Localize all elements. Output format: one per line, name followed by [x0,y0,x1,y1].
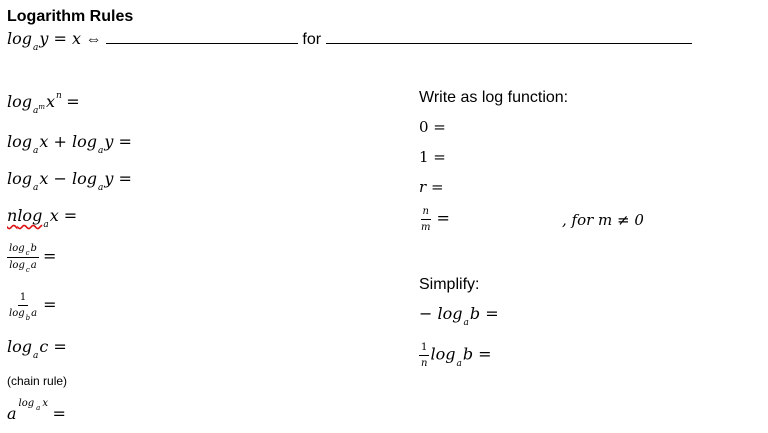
den-log: log [9,260,25,271]
rule-text: log [7,132,32,151]
rule-power [7,91,80,116]
exp-x: x [42,398,48,409]
den-base: b [25,314,31,322]
answer-blank-2[interactable] [326,31,692,44]
rule-base: a [33,183,39,193]
rule-product [7,132,132,156]
fraction-numerator: 1 [18,292,28,306]
exp-base: a [36,404,41,412]
simplify-2 [419,342,492,369]
rule-text: x = [49,206,78,225]
rule-text: y = [104,132,132,151]
rule-text: log [7,337,32,356]
fraction-denominator: n [421,358,428,369]
rule-text: b = [462,344,492,364]
fraction [419,342,429,369]
rule-eq: = [43,295,57,315]
rule-eq: = [52,404,66,423]
rule-log: log [17,206,43,225]
rule-text: log [7,92,32,111]
definition-log: log [7,29,32,48]
rule-text: y = [104,169,132,188]
den-base: c [25,266,30,274]
rule-n-log [7,206,42,225]
value-r: r = [419,178,444,196]
rule-change-of-base [7,243,56,272]
rule-base: a [33,146,39,156]
rule-base: a [97,146,104,156]
fraction-eq: = [436,208,450,228]
rule-eq: = [66,92,80,111]
section-heading-simplify: Simplify: [419,276,480,293]
fraction-denominator: m [421,222,431,233]
section-heading-write-as-log: Write as log function: [419,89,569,106]
rule-text: x − log [39,169,97,188]
rule-text: b = [469,304,499,323]
page-title: Logarithm Rules [7,8,134,25]
rule-base: a [463,318,469,328]
fraction-denominator [7,258,39,272]
rule-base: a [456,358,462,369]
fraction-numerator: n [421,206,431,220]
definition-base: a [33,43,39,53]
rule-text: x + log [39,132,97,151]
fraction [419,206,432,233]
definition-rest: y = x [39,29,82,48]
rule-quotient [7,169,132,193]
rule-exp: n [56,91,62,101]
base-sup-m: m [38,103,46,111]
rule-n: n [7,206,18,225]
value-fraction [419,206,450,233]
den-a: a [31,308,38,319]
rule-exponent [18,398,48,412]
value-zero: 0 = [419,118,446,136]
fraction-denominator [7,306,39,320]
simplify-1 [419,304,499,328]
fraction-numerator [7,243,39,258]
den-log: log [9,308,25,319]
den-a: a [30,260,37,271]
num-b: b [30,243,37,254]
rule-text: − log [419,304,463,323]
rule-inverse [7,398,66,424]
exp-log: log [18,398,35,409]
rule-base [33,103,46,116]
num-log: log [9,243,25,254]
fraction [7,292,39,320]
num-base: c [25,249,30,257]
rule-text: log [7,169,32,188]
value-one: 1 = [419,148,446,166]
fraction-numerator: 1 [419,342,429,356]
rule-reciprocal [7,292,56,320]
base-a: a [33,106,39,116]
for-label: for [302,31,322,48]
rule-x: x [46,92,56,111]
rule-chain [7,337,67,361]
rule-base: a [33,351,39,361]
equivalence-arrow: ⇔ [85,31,102,48]
rule-a: a [7,404,17,423]
rule-text: c = [39,337,67,356]
rule-base: a [97,183,104,193]
chain-rule-note: (chain rule) [7,374,68,388]
rule-text: log [430,344,456,364]
rule-base: a [43,220,49,230]
fraction [7,243,39,272]
answer-blank-1[interactable] [106,31,298,44]
definition-line [7,29,692,53]
rule-coefficient [7,206,78,230]
condition-text: , for m ≠ 0 [562,211,644,229]
rule-eq: = [42,246,57,266]
